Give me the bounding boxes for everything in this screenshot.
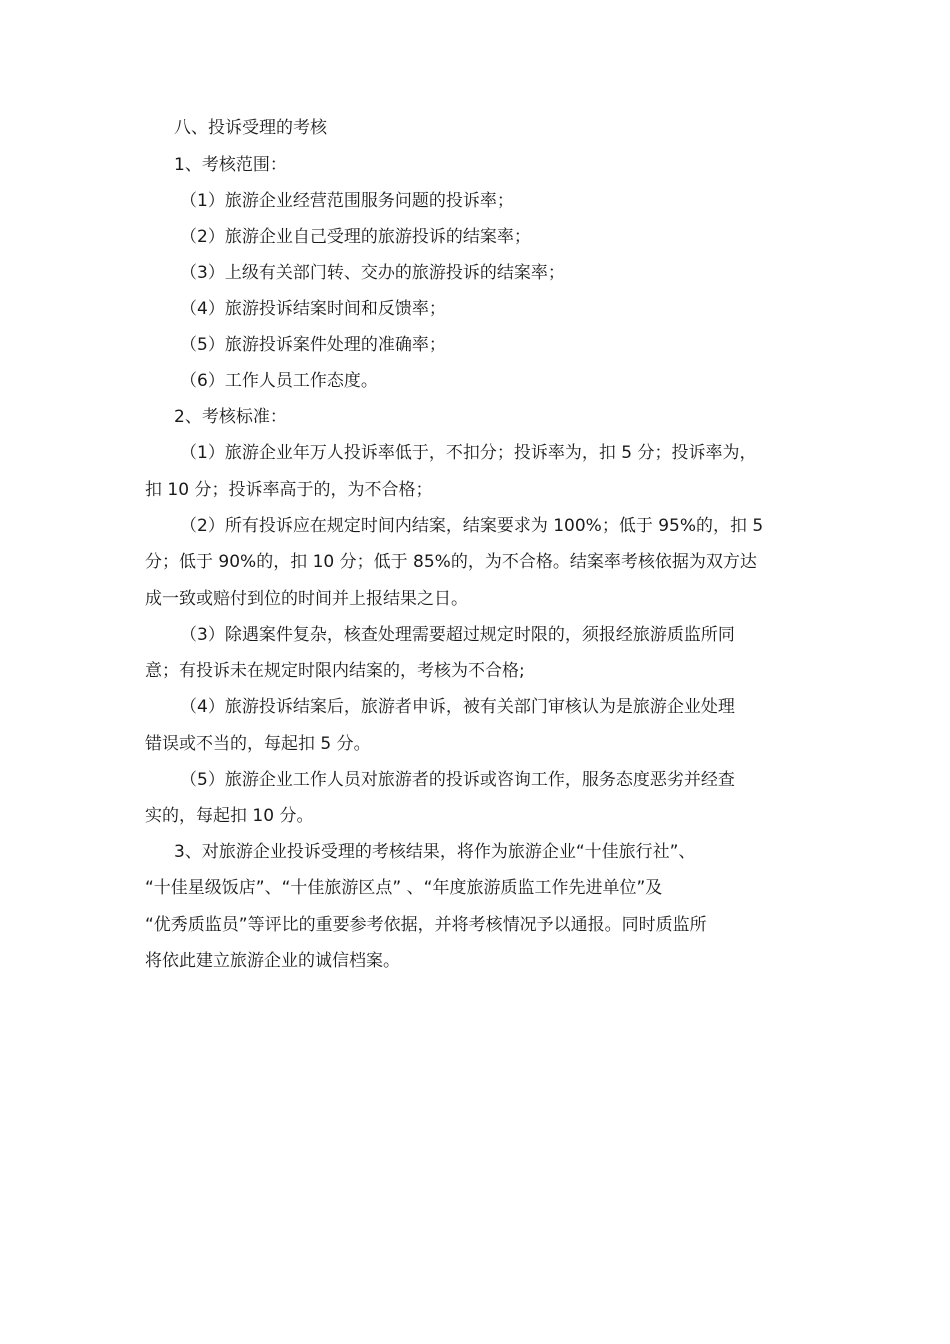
result-line: 将依此建立旅游企业的诚信档案。 [145, 951, 400, 971]
scope-item: （4）旅游投诉结案时间和反馈率； [180, 299, 446, 319]
standard-line: 扣 10 分；投诉率高于的，为不合格； [145, 480, 433, 500]
scope-item: （2）旅游企业自己受理的旅游投诉的结案率； [180, 227, 531, 247]
standard-line: （3）除遇案件复杂，核查处理需要超过规定时限的，须报经旅游质监所同 [180, 625, 735, 645]
result-line: “优秀质监员”等评比的重要参考依据，并将考核情况予以通报。同时质监所 [145, 915, 707, 935]
scope-heading: 1、考核范围： [174, 155, 287, 175]
scope-item: （1）旅游企业经营范围服务问题的投诉率； [180, 191, 514, 211]
standard-line: （4）旅游投诉结案后，旅游者申诉，被有关部门审核认为是旅游企业处理 [180, 697, 735, 717]
standard-line: 意；有投诉未在规定时限内结案的，考核为不合格; [145, 661, 525, 681]
standard-line: （2）所有投诉应在规定时间内结案，结案要求为 100%；低于 95%的，扣 5 [180, 516, 764, 536]
standard-line: （1）旅游企业年万人投诉率低于，不扣分；投诉率为，扣 5 分；投诉率为， [180, 443, 757, 463]
scope-item: （3）上级有关部门转、交办的旅游投诉的结案率； [180, 263, 565, 283]
result-line: 3、对旅游企业投诉受理的考核结果，将作为旅游企业“十佳旅行社”、 [174, 842, 696, 862]
scope-item: （5）旅游投诉案件处理的准确率； [180, 335, 446, 355]
scope-item: （6）工作人员工作态度。 [180, 371, 378, 391]
standard-heading: 2、考核标准： [174, 407, 287, 427]
section-title: 八、投诉受理的考核 [174, 118, 327, 138]
standard-line: 错误或不当的，每起扣 5 分。 [145, 734, 371, 754]
result-line: “十佳星级饭店”、“十佳旅游区点” 、“年度旅游质监工作先进单位”及 [145, 878, 663, 898]
standard-line: 分；低于 90%的，扣 10 分；低于 85%的，为不合格。结案率考核依据为双方达 [145, 552, 757, 572]
standard-line: （5）旅游企业工作人员对旅游者的投诉或咨询工作，服务态度恶劣并经查 [180, 770, 735, 790]
standard-line: 成一致或赔付到位的时间并上报结果之日。 [145, 589, 468, 609]
standard-line: 实的，每起扣 10 分。 [145, 806, 314, 826]
